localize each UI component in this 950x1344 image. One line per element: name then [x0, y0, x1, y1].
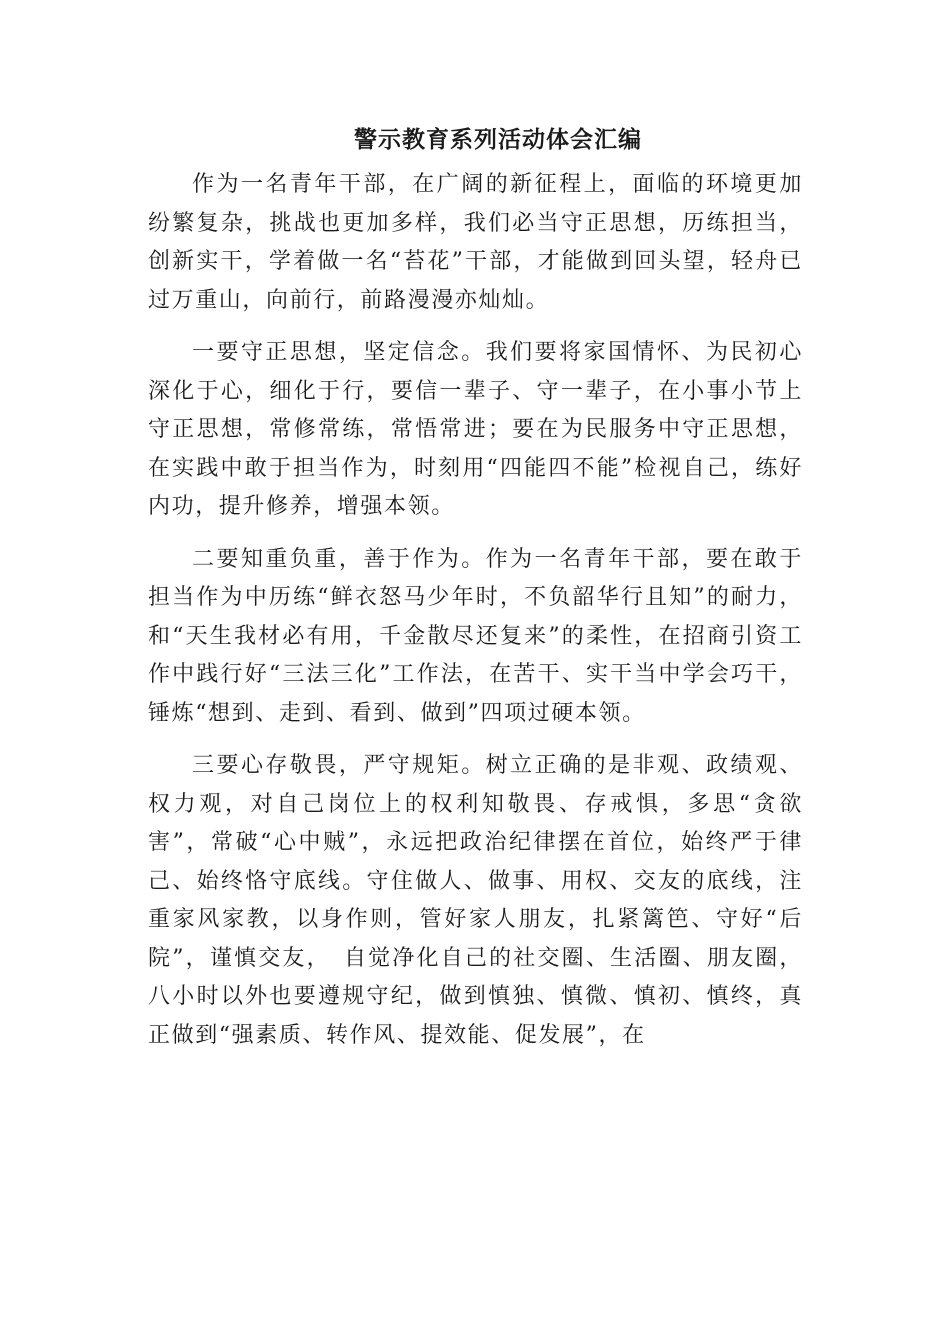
paragraph-intro: 作为一名青年干部，在广阔的新征程上，面临的环境更加纷繁复杂，挑战也更加多样，我们必当守正思想，历练担当，创新实干，学着做一名“苔花”干部，才能做到回头望，轻舟已过万重山，向前行，前路漫漫亦灿灿。: [148, 172, 803, 313]
paragraph-point-two: 二要知重负重，善于作为。作为一名青年干部，要在敢于担当作为中历练“鲜衣怒马少年时，不负韶华行且知”的耐力，和“天生我材必有用，千金散尽还复来”的柔性，在招商引资工作中践行好“三法三化”工作法，在苦干、实干当中学会巧干，锤炼“想到、走到、看到、做到”四项过硬本领。: [148, 546, 803, 726]
paragraph-point-three: 三要心存敬畏，严守规矩。树立正确的是非观、政绩观、权力观，对自己岗位上的权利知敬畏、存戒惧，多思“贪欲害”，常破“心中贼”，永远把政治纪律摆在首位，始终严于律己、始终恪守底线。守住做人、做事、用权、交友的底线，注重家风家教，以身作则，管好家人朋友，扎紧篱笆、守好“后院”，谨慎交友， 自觉净化自己的社交圈、生活圈、朋友圈，八小时以外也要遵规守纪，做到慎独、慎微、慎初、慎终，真正做到“强素质、转作风、提效能、促发展”，在: [148, 753, 803, 1048]
document-body: [148, 166, 803, 1055]
document-title: 警示教育系列活动体会汇编: [354, 126, 642, 153]
paragraph-point-one: 一要守正思想，坚定信念。我们要将家国情怀、为民初心深化于心，细化于行，要信一辈子、守一辈子，在小事小节上守正思想，常修常练，常悟常进；要在为民服务中守正思想，在实践中敢于担当作为，时刻用“四能四不能”检视自己，练好内功，提升修养，增强本领。: [148, 340, 803, 519]
